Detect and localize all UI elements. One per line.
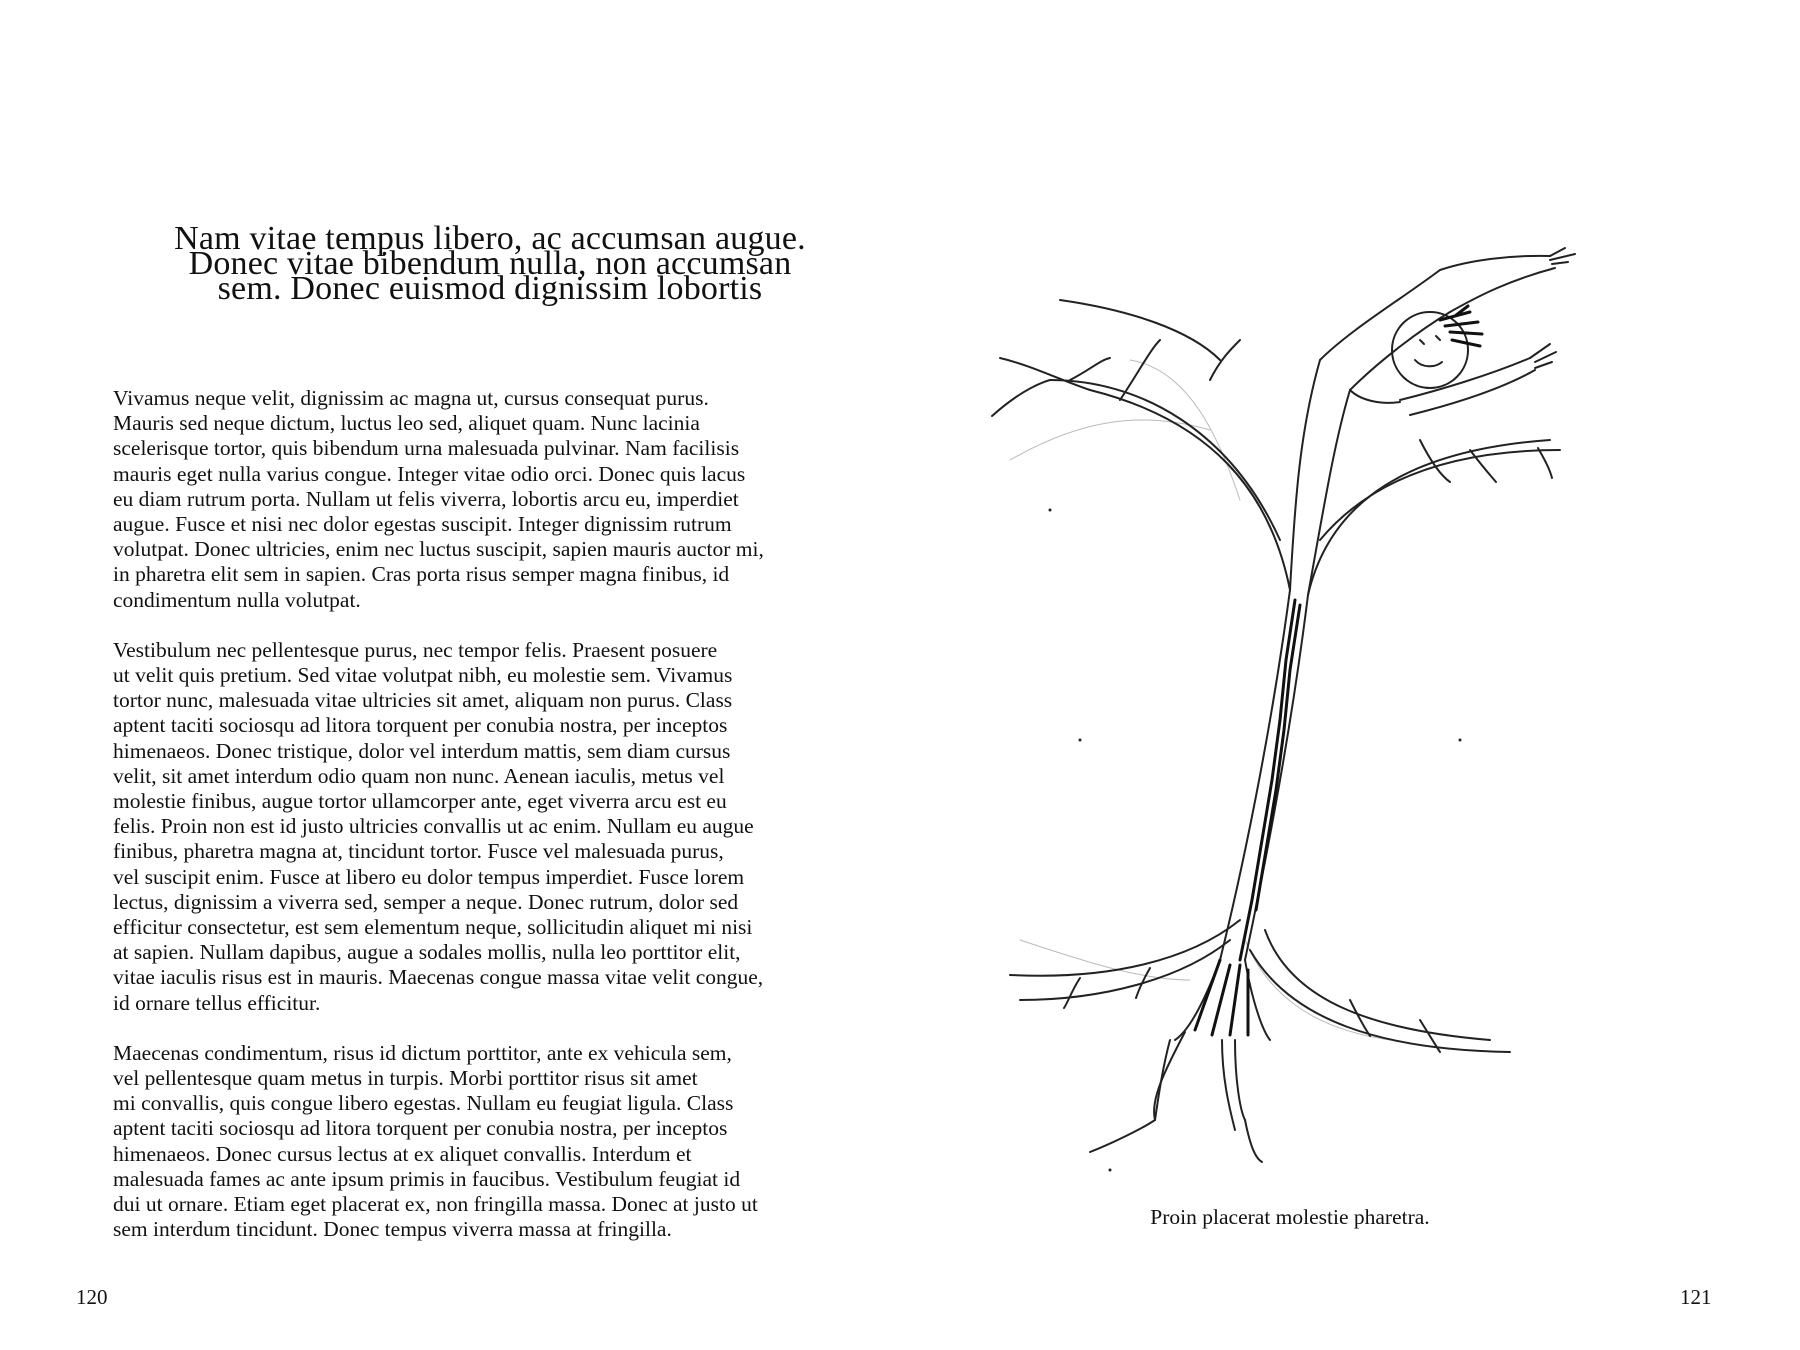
body-text	[113, 386, 873, 1268]
paragraph: Vestibulum nec pellentesque purus, nec tempor felis. Praesent posuere ut velit quis pretium. Sed vitae volutpat nibh, eu molestie sem. Vivamus tortor nunc, malesuada vitae ultricies sit amet, aliquam non purus. Class aptent taciti sociosqu ad litora torquent per conubia nostra, per inceptos himenaeos. Donec tristique, dolor vel interdum mattis, sem diam cursus velit, sit amet interdum odio quam non nunc. Aenean iaculis, metus vel molestie finibus, augue tortor ullamcorper ante, eget viverra arcu est eu felis. Proin non est id justo ultricies convallis ut ac enim. Nullam eu augue finibus, pharetra magna at, tincidunt tortor. Fusce vel malesuada purus, vel suscipit enim. Fusce at libero eu dolor tempus imperdiet. Fusce lorem lectus, dignissim a viverra sed, semper a neque. Donec rutrum, dolor sed efficitur consectetur, est sem elementum neque, sollicitudin aliquet mi nisi at sapien. Nullam dapibus, augue a sodales mollis, nulla leo porttitor elit, vitae iaculis risus est in mauris. Maecenas congue massa vitae velit congue, id ornare tellus efficitur.	[113, 637, 764, 1015]
tree-person-sketch-icon	[990, 240, 1680, 1180]
page-heading: Nam vitae tempus libero, ac accumsan augue. Donec vitae bibendum nulla, non accumsan sem. Donec euismod dignissim lobortis	[174, 220, 806, 307]
paragraph: Maecenas condimentum, risus id dictum porttitor, ante ex vehicula sem, vel pellentesque quam metus in turpis. Morbi porttitor risus sit amet mi convallis, quis congue libero egestas. Nullam eu feugiat ligula. Class aptent taciti sociosqu ad litora torquent per conubia nostra, per inceptos himenaeos. Donec cursus lectus at ex aliquet convallis. Interdum et malesuada fames ac ante ipsum primis in faucibus. Vestibulum feugiat id dui ut ornare. Etiam eget placerat ex, non fringilla massa. Donec at justo ut sem interdum tincidunt. Donec tempus viverra massa at fringilla.	[113, 1040, 758, 1242]
page-number-left: 120	[76, 1285, 108, 1309]
page-number-right: 121	[1680, 1285, 1712, 1309]
figure-caption: Proin placerat molestie pharetra.	[1150, 1205, 1430, 1229]
paragraph: Vivamus neque velit, dignissim ac magna ut, cursus consequat purus. Mauris sed neque dictum, luctus leo sed, aliquet quam. Nunc lacinia scelerisque tortor, quis bibendum urna malesuada pulvinar. Nam facilisis mauris eget nulla varius congue. Integer vitae odio orci. Donec quis lacus eu diam rutrum porta. Nullam ut felis viverra, lobortis arcu eu, imperdiet augue. Fusce et nisi nec dolor egestas suscipit. Integer dignissim rutrum volutpat. Donec ultricies, enim nec luctus suscipit, sapien mauris auctor mi, in pharetra elit sem in sapien. Cras porta risus semper magna finibus, id condimentum nulla volutpat.	[113, 386, 764, 612]
